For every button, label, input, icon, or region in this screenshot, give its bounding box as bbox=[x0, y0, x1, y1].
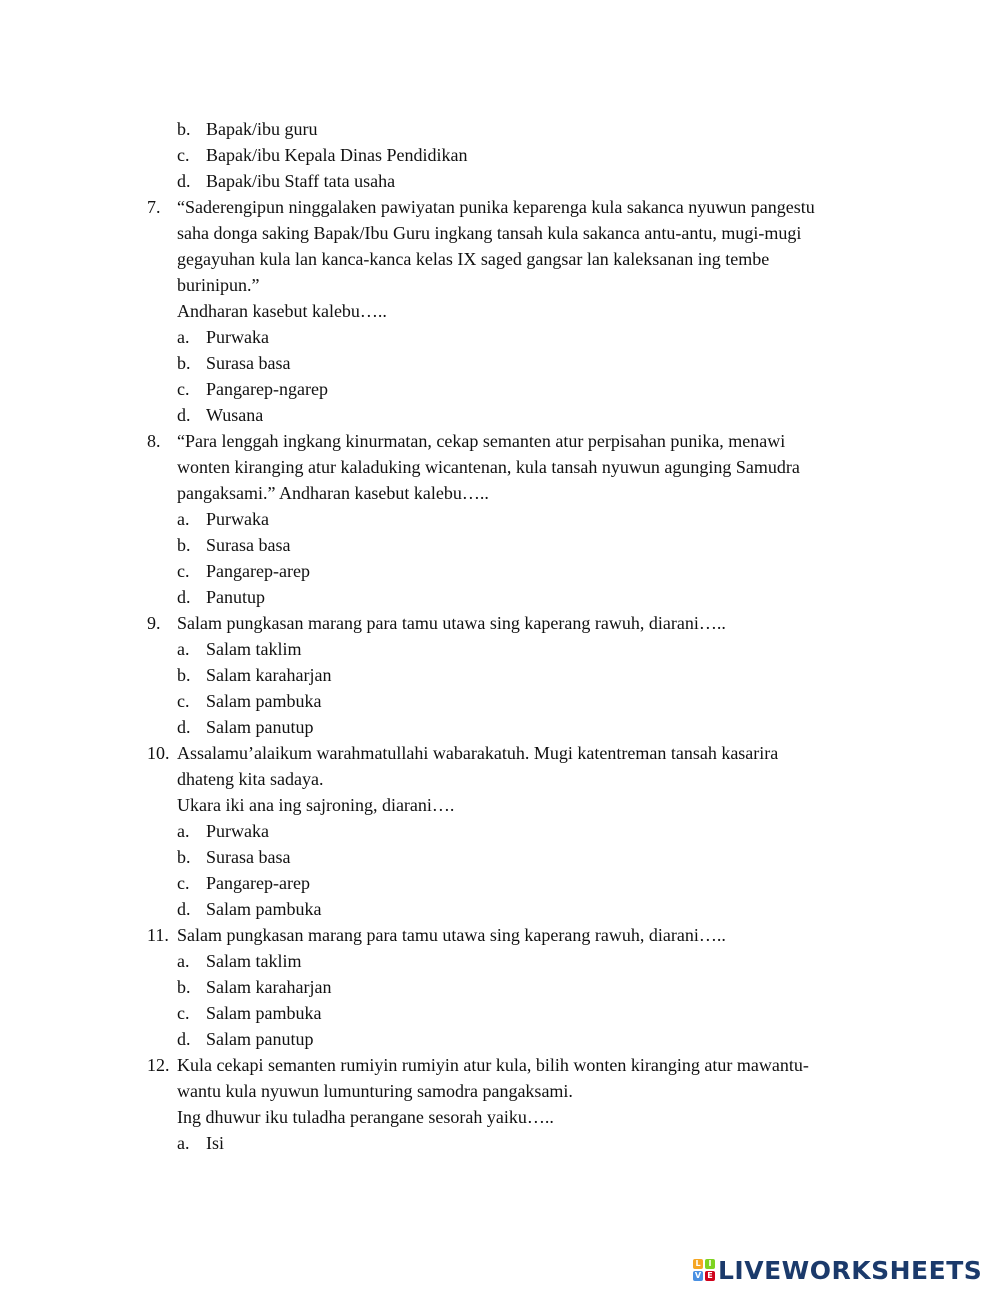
question-continuation: burinipun.” bbox=[177, 275, 260, 295]
logo-mark-square: I bbox=[705, 1259, 715, 1269]
option-text: Surasa basa bbox=[206, 535, 291, 555]
answer-option bbox=[0, 168, 1000, 194]
option-text: Salam pambuka bbox=[206, 691, 322, 711]
option-letter: b. bbox=[177, 665, 191, 685]
option-letter: c. bbox=[177, 145, 190, 165]
option-letter: b. bbox=[177, 847, 191, 867]
question-text: “Para lenggah ingkang kinurmatan, cekap semanten atur perpisahan punika, menawi bbox=[177, 431, 786, 451]
option-letter: b. bbox=[177, 535, 191, 555]
option-text: Wusana bbox=[206, 405, 264, 425]
option-text: Salam pambuka bbox=[206, 1003, 322, 1023]
question-number: 7. bbox=[147, 197, 161, 217]
question-number: 8. bbox=[147, 431, 161, 451]
liveworksheets-logo bbox=[693, 1255, 982, 1285]
option-letter: b. bbox=[177, 353, 191, 373]
option-text: Salam taklim bbox=[206, 639, 302, 659]
answer-option bbox=[0, 506, 1000, 532]
question-line bbox=[0, 922, 1000, 948]
option-letter: a. bbox=[177, 509, 190, 529]
logo-mark-square: V bbox=[694, 1271, 702, 1280]
answer-option bbox=[0, 974, 1000, 1000]
option-letter: d. bbox=[177, 587, 191, 607]
question-continuation: wonten kiranging atur kaladuking wicantenan, kula tansah nyuwun agunging Samudra bbox=[177, 457, 800, 477]
answer-option bbox=[0, 584, 1000, 610]
answer-option bbox=[0, 662, 1000, 688]
option-letter: d. bbox=[177, 717, 191, 737]
question-line bbox=[0, 428, 1000, 454]
option-letter: a. bbox=[177, 951, 190, 971]
option-text: Salam karaharjan bbox=[206, 665, 332, 685]
option-letter: d. bbox=[177, 899, 191, 919]
option-text: Isi bbox=[206, 1133, 224, 1153]
answer-option bbox=[0, 714, 1000, 740]
answer-option bbox=[0, 532, 1000, 558]
option-letter: b. bbox=[177, 119, 191, 139]
answer-option bbox=[0, 688, 1000, 714]
question-number: 10. bbox=[147, 743, 170, 763]
option-letter: c. bbox=[177, 561, 190, 581]
option-text: Surasa basa bbox=[206, 847, 291, 867]
question-continuation: Ing dhuwur iku tuladha perangane sesorah yaiku….. bbox=[177, 1107, 554, 1127]
answer-option bbox=[0, 116, 1000, 142]
option-letter: d. bbox=[177, 1029, 191, 1049]
answer-option bbox=[0, 896, 1000, 922]
option-text: Pangarep-arep bbox=[206, 873, 310, 893]
question-continuation: Ukara iki ana ing sajroning, diarani…. bbox=[177, 795, 455, 815]
option-text: Purwaka bbox=[206, 821, 269, 841]
answer-option bbox=[0, 1026, 1000, 1052]
option-letter: a. bbox=[177, 1133, 190, 1153]
answer-option bbox=[0, 142, 1000, 168]
answer-option bbox=[0, 324, 1000, 350]
option-letter: a. bbox=[177, 327, 190, 347]
option-text: Bapak/ibu guru bbox=[206, 119, 318, 139]
option-text: Surasa basa bbox=[206, 353, 291, 373]
answer-option bbox=[0, 818, 1000, 844]
option-letter: d. bbox=[177, 171, 191, 191]
answer-option bbox=[0, 1000, 1000, 1026]
answer-option bbox=[0, 636, 1000, 662]
question-continuation: saha donga saking Bapak/Ibu Guru ingkang tansah kula sakanca antu-antu, mugi-mugi bbox=[177, 223, 802, 243]
question-continuation: Andharan kasebut kalebu….. bbox=[177, 301, 387, 321]
worksheet-page bbox=[0, 116, 1000, 1156]
answer-option bbox=[0, 870, 1000, 896]
option-text: Bapak/ibu Kepala Dinas Pendidikan bbox=[206, 145, 468, 165]
option-text: Pangarep-arep bbox=[206, 561, 310, 581]
question-continuation: gegayuhan kula lan kanca-kanca kelas IX saged gangsar lan kaleksanan ing tembe bbox=[177, 249, 770, 269]
question-text: Salam pungkasan marang para tamu utawa sing kaperang rawuh, diarani….. bbox=[177, 925, 726, 945]
answer-option bbox=[0, 1130, 1000, 1156]
option-text: Salam karaharjan bbox=[206, 977, 332, 997]
option-letter: b. bbox=[177, 977, 191, 997]
option-letter: c. bbox=[177, 873, 190, 893]
logo-mark-icon bbox=[693, 1259, 715, 1281]
option-text: Salam panutup bbox=[206, 1029, 314, 1049]
option-text: Purwaka bbox=[206, 327, 269, 347]
question-text: Assalamu’alaikum warahmatullahi wabarakatuh. Mugi katentreman tansah kasarira bbox=[177, 743, 779, 763]
answer-option bbox=[0, 350, 1000, 376]
option-text: Purwaka bbox=[206, 509, 269, 529]
question-continuation: dhateng kita sadaya. bbox=[177, 769, 324, 789]
question-number: 12. bbox=[147, 1055, 170, 1075]
answer-option bbox=[0, 844, 1000, 870]
question-number: 11. bbox=[147, 925, 169, 945]
question-text: Kula cekapi semanten rumiyin rumiyin atur kula, bilih wonten kiranging atur mawantu- bbox=[177, 1055, 809, 1075]
question-number: 9. bbox=[147, 613, 161, 633]
option-letter: c. bbox=[177, 691, 190, 711]
answer-option bbox=[0, 402, 1000, 428]
option-letter: d. bbox=[177, 405, 191, 425]
option-letter: c. bbox=[177, 1003, 190, 1023]
question-line bbox=[0, 1052, 1000, 1078]
answer-option bbox=[0, 558, 1000, 584]
option-text: Bapak/ibu Staff tata usaha bbox=[206, 171, 396, 191]
logo-mark-square: L bbox=[693, 1259, 703, 1269]
option-text: Pangarep-ngarep bbox=[206, 379, 328, 399]
option-letter: a. bbox=[177, 821, 190, 841]
question-continuation: pangaksami.” Andharan kasebut kalebu….. bbox=[177, 483, 489, 503]
option-text: Salam panutup bbox=[206, 717, 314, 737]
answer-option bbox=[0, 376, 1000, 402]
question-text: Salam pungkasan marang para tamu utawa sing kaperang rawuh, diarani….. bbox=[177, 613, 726, 633]
logo-text: LIVEWORKSHEETS bbox=[718, 1255, 983, 1285]
logo-mark-square: E bbox=[705, 1271, 715, 1281]
option-text: Panutup bbox=[206, 587, 266, 607]
answer-option bbox=[0, 948, 1000, 974]
option-letter: a. bbox=[177, 639, 190, 659]
option-text: Salam taklim bbox=[206, 951, 302, 971]
option-letter: c. bbox=[177, 379, 190, 399]
question-continuation: wantu kula nyuwun lumunturing samodra pangaksami. bbox=[177, 1081, 573, 1101]
question-line bbox=[0, 610, 1000, 636]
question-line bbox=[0, 194, 1000, 220]
option-text: Salam pambuka bbox=[206, 899, 322, 919]
question-text: “Saderengipun ninggalaken pawiyatan punika keparenga kula sakanca nyuwun pangestu bbox=[177, 197, 815, 217]
question-line bbox=[0, 740, 1000, 766]
